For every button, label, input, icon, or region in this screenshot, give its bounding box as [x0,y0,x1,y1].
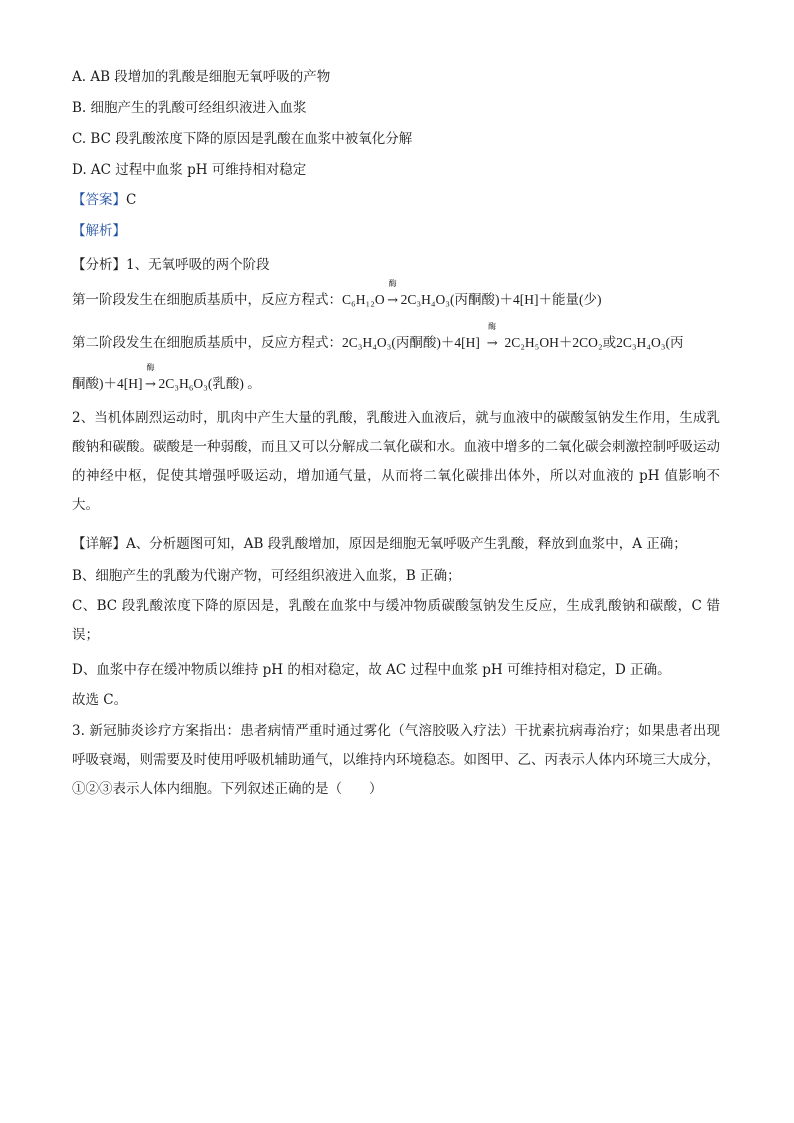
detail-a-line [72,534,687,554]
enzyme-label: 酶 [388,279,397,288]
stage1-prefix: 第一阶段发生在细胞质基质中，反应方程式： [72,292,342,308]
stage2-equation-continued [72,363,261,395]
stage1-reactant: C₆H₁₂O [342,292,385,307]
detail-b: B、细胞产生的乳酸为代谢产物，可经组织液进入血浆，B 正确； [72,568,461,584]
option-d: D. AC 过程中血浆 pH 可维持相对稳定 [72,162,307,178]
stage2-product-a: 2C₂H₅OH＋2CO₂ [504,335,603,350]
stage2-reactant-b-part1: 2C₃H₄O₃(丙 [616,335,684,350]
detail-label: 【详解】 [72,536,126,552]
analysis-heading [72,221,126,241]
fenxi-line [72,255,270,275]
stage1-equation-line [72,279,602,311]
detail-conclusion: 故选 C。 [72,692,128,708]
option-c: C. BC 段乳酸浓度下降的原因是乳酸在血浆中被氧化分解 [72,131,413,147]
fenxi-point2: 2、当机体剧烈运动时，肌肉中产生大量的乳酸，乳酸进入血液后，就与血液中的碳酸氢钠发生作用，生成乳酸钠和碳酸。碳酸是一种弱酸，而且又可以分解成二氧化碳和水。血液中增多的二氧化碳会刺激控制呼吸运动的神经中枢，促使其增强呼吸运动，增加通气量，从而将二氧化碳排出体外，所以对血液的 pH 值影响不大。 [72,410,720,513]
detail-d: D、血浆中存在缓冲物质以维持 pH 的相对稳定，故 AC 过程中血浆 pH 可维持相对稳定，D 正确。 [72,662,671,678]
answer-value: C [126,192,137,208]
reaction-arrow: → [387,293,399,308]
question-3-stem: 3. 新冠肺炎诊疗方案指出：患者病情严重时通过雾化（气溶胶吸入疗法）干扰素抗病毒治疗；如果患者出现呼吸衰竭，则需要及时使用呼吸机辅助通气，以维持内环境稳态。如图甲、乙、丙表示人体内环境三大成分，①②③表示人体内细胞。下列叙述正确的是（ ） [72,723,720,797]
reaction-arrow: → [145,377,156,392]
fenxi-label: 【分析】 [72,257,126,273]
reaction-arrow: → [486,336,498,351]
stage1-product: 2C₃H₄O₃(丙酮酸)＋4[H]＋能量(少) [400,292,602,307]
enzyme-label: 酶 [488,322,497,331]
stage2-or: 或 [602,335,617,351]
detail-c: C、BC 段乳酸浓度下降的原因是，乳酸在血浆中与缓冲物质碳酸氢钠发生反应，生成乳酸钠和碳酸，C 错误； [72,598,720,643]
stage2-prefix: 第二阶段发生在细胞质基质中，反应方程式： [72,335,342,351]
option-a: A. AB 段增加的乳酸是细胞无氧呼吸的产物 [72,69,331,85]
option-b: B. 细胞产生的乳酸可经组织液进入血浆 [72,100,307,116]
stage2-reactant: 2C₃H₄O₃(丙酮酸)＋4[H] [342,335,480,350]
stage2-equation-line [72,322,684,354]
stage2-product-b: 2C₃H₆O₃(乳酸) 。 [158,376,261,391]
enzyme-arrow-icon [143,363,159,395]
enzyme-arrow-icon [484,322,500,354]
stage2-reactant-b-part2: 酮酸)＋4[H] [72,376,143,391]
enzyme-arrow-icon [385,279,401,311]
analysis-label: 【解析】 [72,223,126,239]
answer-label: 【答案】 [72,192,126,208]
enzyme-label: 酶 [146,363,155,372]
detail-a: A、分析题图可知，AB 段乳酸增加，原因是细胞无氧呼吸产生乳酸，释放到血浆中，A 正确； [126,536,687,552]
answer-line [72,190,136,210]
fenxi-point1: 1、无氧呼吸的两个阶段 [126,257,270,273]
